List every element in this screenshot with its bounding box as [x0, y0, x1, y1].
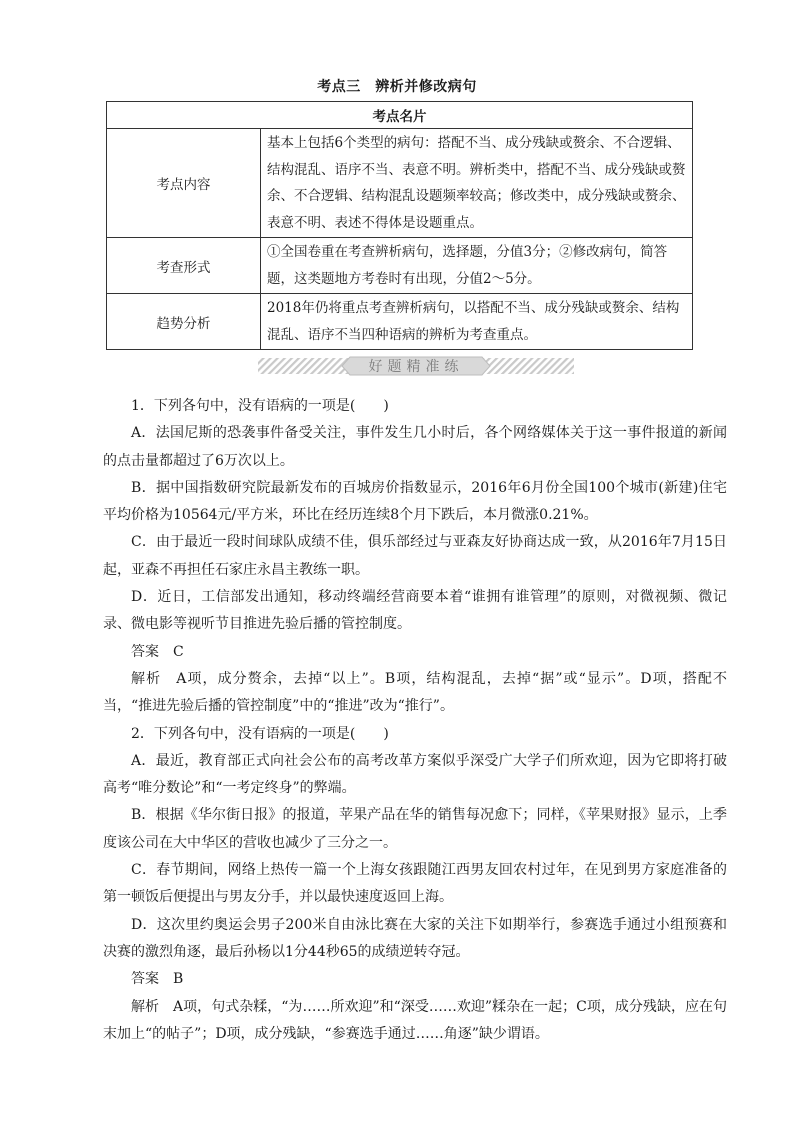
- table-row: [107, 238, 693, 294]
- banner-text: 好题精准练: [368, 359, 464, 375]
- row-text: ①全国卷重在考查辨析病句，选择题，分值3分；②修改病句，简答题，这类题地方考卷时有出现，分值2～5分。: [261, 238, 693, 294]
- row-text: 2018年仍将重点考查辨析病句，以搭配不当、成分残缺或赘余、结构混乱、语序不当四种语病的辨析为考查重点。: [261, 294, 693, 350]
- table-header: 考点名片: [107, 102, 693, 129]
- row-text: 基本上包括6个类型的病句：搭配不当、成分残缺或赘余、不合逻辑、结构混乱、语序不当、表意不明。辨析类中，搭配不当、成分残缺或赘余、不合逻辑、结构混乱设题频率较高；修改类中，成分残缺或赘余、表意不明、表述不得体是设题重点。: [261, 129, 693, 238]
- row-label: 趋势分析: [107, 294, 261, 350]
- table-row: [107, 294, 693, 350]
- option-c: C．由于最近一段时间球队成绩不佳，俱乐部经过与亚森友好协商达成一致，从2016年7月15日起，亚森不再担任石家庄永昌主教练一职。: [103, 534, 727, 578]
- option-a: A．法国尼斯的恐袭事件备受关注，事件发生几小时后，各个网络媒体关于这一事件报道的新闻的点击量都超过了6万次以上。: [103, 425, 727, 469]
- option-b: B．根据《华尔街日报》的报道，苹果产品在华的销售每况愈下；同样，《苹果财报》显示，上季度该公司在大中华区的营收也减少了三分之一。: [103, 807, 727, 851]
- practice-banner: [258, 355, 574, 377]
- answer: 答案 B: [131, 971, 184, 988]
- table-header-row: [107, 102, 693, 129]
- option-b: B．据中国指数研究院最新发布的百城房价指数显示，2016年6月份全国100个城市(新建)住宅平均价格为10564元/平方米，环比在经历连续8个月下跌后，本月微涨0.21%。: [103, 479, 727, 524]
- analysis: 解析 A项，成分赘余，去掉“以上”。B项，结构混乱，去掉“据”或“显示”。D项，搭配不当，“推进先验后播的管控制度”中的“推进”改为“推行”。: [103, 670, 727, 715]
- row-label: 考点内容: [107, 129, 261, 238]
- table-row: [107, 129, 693, 238]
- question-1: [103, 393, 727, 721]
- option-d: D．近日，工信部发出通知，移动终端经营商要本着“谁拥有谁管理”的原则，对微视频、微记录、微电影等视听节目推进先验后播的管控制度。: [103, 589, 727, 633]
- question-2: [103, 721, 727, 1049]
- exam-point-table: [106, 101, 693, 350]
- questions-section: [103, 393, 727, 1048]
- section-title: 考点三 辨析并修改病句: [317, 79, 477, 95]
- row-label: 考查形式: [107, 238, 261, 294]
- question-stem: 1．下列各句中，没有语病的一项是( ): [131, 398, 389, 414]
- question-stem: 2．下列各句中，没有语病的一项是( ): [131, 725, 389, 742]
- answer: 答案 C: [131, 643, 184, 660]
- option-d: D．这次里约奥运会男子200米自由泳比赛在大家的关注下如期举行，参赛选手通过小组预赛和决赛的激烈角逐，最后孙杨以1分44秒65的成绩逆转夺冠。: [103, 916, 727, 960]
- analysis: 解析 A项，句式杂糅，“为……所欢迎”和“深受……欢迎”糅杂在一起；C项，成分残缺，应在句末加上“的帖子”；D项，成分残缺，“参赛选手通过……角逐”缺少谓语。: [103, 998, 727, 1042]
- option-a: A．最近，教育部正式向社会公布的高考改革方案似乎深受广大学子们所欢迎，因为它即将打破高考“唯分数论”和“一考定终身”的弊端。: [103, 752, 727, 797]
- option-c: C．春节期间，网络上热传一篇一个上海女孩跟随江西男友回农村过年，在见到男方家庭准备的第一顿饭后便提出与男友分手，并以最快速度返回上海。: [103, 862, 727, 906]
